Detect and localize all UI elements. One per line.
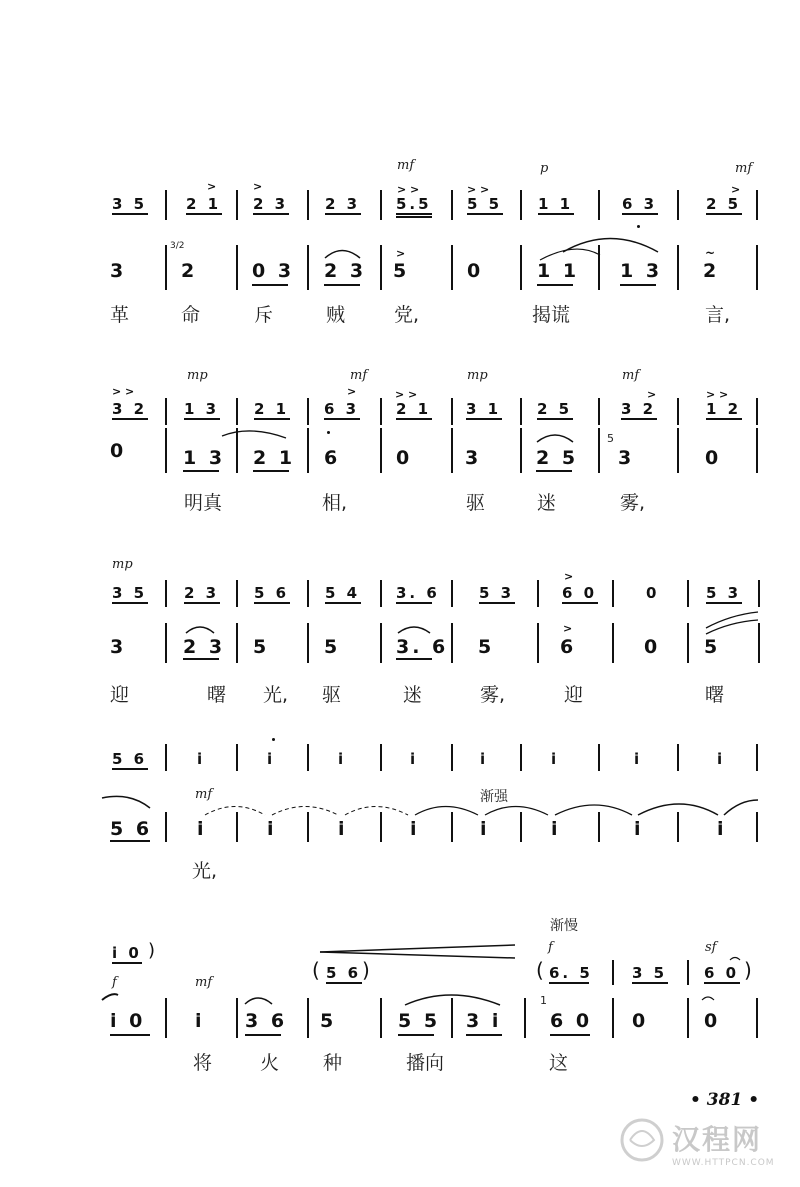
upper-note-group: 1 3	[184, 400, 220, 418]
upper-note-group: i	[267, 750, 276, 768]
lower-note-group: i	[551, 818, 561, 840]
lower-note-group: i 0	[110, 1010, 146, 1032]
lower-note-group: 0	[396, 447, 413, 469]
upper-note-group: 6 0	[704, 964, 740, 982]
lyric: 迷	[403, 684, 423, 706]
lower-note-group: 0	[110, 440, 127, 462]
lyric: 言,	[705, 304, 731, 326]
lower-note-group: 2 1	[253, 447, 296, 469]
dynamic-mf: mf	[622, 368, 640, 383]
grace-note: 3/2	[170, 241, 185, 251]
accent-mark: >	[647, 388, 657, 401]
lower-note-group: 5	[478, 636, 495, 658]
lower-note-group: 5	[253, 636, 270, 658]
upper-note-group: 3 5	[112, 195, 148, 213]
lower-note-group: 5	[393, 260, 410, 282]
lower-note-group: 1 1	[537, 260, 580, 282]
upper-note-group: i	[634, 750, 643, 768]
lower-note-group: 5	[320, 1010, 337, 1032]
lyric: 迎	[110, 684, 130, 706]
dynamic-mf: mf	[195, 787, 213, 802]
accent-mark: >	[207, 180, 217, 193]
lower-note-group: 0	[705, 447, 722, 469]
upper-note-group: 2 5	[537, 400, 573, 418]
upper-note-group: 5 6	[112, 750, 148, 768]
upper-note-group: i	[480, 750, 489, 768]
dynamic-mp: mp	[187, 368, 208, 383]
lower-note-group: 2	[181, 260, 198, 282]
upper-note-group: 6 3	[622, 195, 658, 213]
upper-note-group: 5 4	[325, 584, 361, 602]
lower-note-group: i	[267, 818, 277, 840]
upper-note-group: 5 6	[254, 584, 290, 602]
lyric: 曙	[705, 684, 725, 706]
upper-note-group: 5 6	[326, 964, 362, 982]
lyric: 迎	[564, 684, 584, 706]
lyric: 光,	[263, 684, 289, 706]
crescendo-marking: 渐强	[480, 789, 508, 805]
lyric: 明真	[184, 492, 223, 514]
upper-note-group: 2 1	[254, 400, 290, 418]
lyric: 曙	[207, 684, 227, 706]
upper-note-group: 1 1	[538, 195, 574, 213]
upper-note-group: 5 3	[479, 584, 515, 602]
lower-note-group: 0	[467, 260, 484, 282]
upper-note-group: 2 3	[253, 195, 289, 213]
lower-note-group: 0	[704, 1010, 721, 1032]
accent-mark: > >	[112, 385, 135, 398]
lower-note-group: 3	[465, 447, 482, 469]
upper-note-group: i	[717, 750, 726, 768]
accent-mark: >	[564, 570, 574, 583]
dynamic-f: f	[548, 940, 553, 955]
upper-note-group: 5 3	[706, 584, 742, 602]
upper-note-group: 6 3	[324, 400, 360, 418]
lyric: 这	[549, 1052, 569, 1074]
upper-note-group: 3 5	[632, 964, 668, 982]
lower-note-group: 0	[632, 1010, 649, 1032]
upper-note-group: 5.5	[396, 195, 432, 213]
lyric: 贼	[326, 304, 346, 326]
lower-note-group: 3	[110, 636, 127, 658]
lower-note-group: 3	[110, 260, 127, 282]
lower-note-group: 2	[703, 260, 720, 282]
mordent-mark: ~	[705, 246, 716, 260]
lyric: 种	[323, 1052, 343, 1074]
upper-note-group: 6 0	[562, 584, 598, 602]
ritardando-marking: 渐慢	[550, 918, 578, 934]
watermark-brand: 汉程网	[672, 1123, 763, 1156]
watermark-logo-icon	[612, 1112, 672, 1167]
accent-mark: >	[396, 247, 406, 260]
lower-note-group: 2 3	[324, 260, 367, 282]
lower-note-group: 1 3	[620, 260, 663, 282]
upper-note-group: 3. 6	[396, 584, 440, 602]
upper-note-group: i	[410, 750, 419, 768]
upper-note-group: 2 1	[396, 400, 432, 418]
lower-note-group: 5 5	[398, 1010, 441, 1032]
dynamic-mp: mp	[467, 368, 488, 383]
accent-mark: >	[731, 183, 741, 196]
lower-note-group: 3 6	[245, 1010, 288, 1032]
lower-note-group: 5	[324, 636, 341, 658]
lyric: 雾,	[620, 492, 646, 514]
lyric: 迷	[537, 492, 557, 514]
lyric: 光,	[192, 860, 218, 882]
lower-note-group: 3 i	[466, 1010, 502, 1032]
lyric: 相,	[322, 492, 348, 514]
accent-mark: >	[253, 180, 263, 193]
lower-note-group: 0 3	[252, 260, 295, 282]
lower-note-group: i	[195, 1010, 205, 1032]
upper-note-group: 0	[646, 584, 660, 602]
upper-note-group: 2 5	[706, 195, 742, 213]
upper-note-group: i 0	[112, 944, 142, 962]
lower-note-group: 6 0	[550, 1010, 593, 1032]
page-number: • 381 •	[690, 1090, 760, 1110]
lower-note-group: i	[480, 818, 490, 840]
lyric: 雾,	[480, 684, 506, 706]
upper-note-group: 3 1	[466, 400, 502, 418]
lyric: 揭谎	[532, 304, 571, 326]
dynamic-p: p	[540, 161, 549, 176]
dynamic-mf: mf	[397, 158, 415, 173]
lyric: 党,	[394, 304, 420, 326]
lower-note-group: 3. 6	[396, 636, 449, 658]
accent-mark: >	[563, 622, 573, 635]
upper-note-group: 2 3	[184, 584, 220, 602]
watermark-url: WWW.HTTPCN.COM	[672, 1158, 775, 1168]
upper-note-group: i	[551, 750, 560, 768]
lower-note-group: i	[634, 818, 644, 840]
upper-note-group: 3 2	[112, 400, 148, 418]
dynamic-mf: mf	[735, 161, 753, 176]
lower-note-group: 0	[644, 636, 661, 658]
dynamic-mf: mf	[195, 975, 213, 990]
lower-note-group: i	[717, 818, 727, 840]
grace-note: 1	[540, 994, 547, 1007]
lower-note-group: 3	[618, 447, 635, 469]
lyric: 将	[193, 1052, 213, 1074]
lyric: 驱	[322, 684, 342, 706]
accent-mark: > >	[706, 388, 729, 401]
lower-note-group: 6	[560, 636, 577, 658]
lyric: 驱	[466, 492, 486, 514]
accent-mark: >	[347, 385, 357, 398]
lower-note-group: 1 3	[183, 447, 226, 469]
upper-note-group: i	[197, 750, 206, 768]
dynamic-mp: mp	[112, 557, 133, 572]
upper-note-group: 6. 5	[549, 964, 593, 982]
dynamic-f: f	[112, 975, 117, 990]
accent-mark: > >	[397, 183, 420, 196]
lyric: 命	[181, 304, 201, 326]
upper-note-group: 3 5	[112, 584, 148, 602]
lower-note-group: 2 5	[536, 447, 579, 469]
lyric: 斥	[254, 304, 274, 326]
lower-note-group: i	[338, 818, 348, 840]
upper-note-group: 3 2	[621, 400, 657, 418]
upper-note-group: i	[338, 750, 347, 768]
grace-note: 5	[607, 432, 614, 445]
upper-note-group: 2 1	[186, 195, 222, 213]
lyric: 播向	[406, 1052, 445, 1074]
accent-mark: > >	[395, 388, 418, 401]
upper-note-group: 5 5	[467, 195, 503, 213]
lower-note-group: 2 3	[183, 636, 226, 658]
lower-note-group: 5	[704, 636, 721, 658]
dynamic-sf: sf	[705, 940, 717, 955]
lower-note-group: i	[410, 818, 420, 840]
lyric: 革	[110, 304, 130, 326]
lower-note-group: 6	[324, 447, 341, 469]
lower-note-group: i	[197, 818, 207, 840]
dynamic-mf: mf	[350, 368, 368, 383]
accent-mark: > >	[467, 183, 490, 196]
lower-note-group: 5 6	[110, 818, 153, 840]
upper-note-group: 2 3	[325, 195, 361, 213]
lyric: 火	[260, 1052, 280, 1074]
upper-note-group: 1 2	[706, 400, 742, 418]
